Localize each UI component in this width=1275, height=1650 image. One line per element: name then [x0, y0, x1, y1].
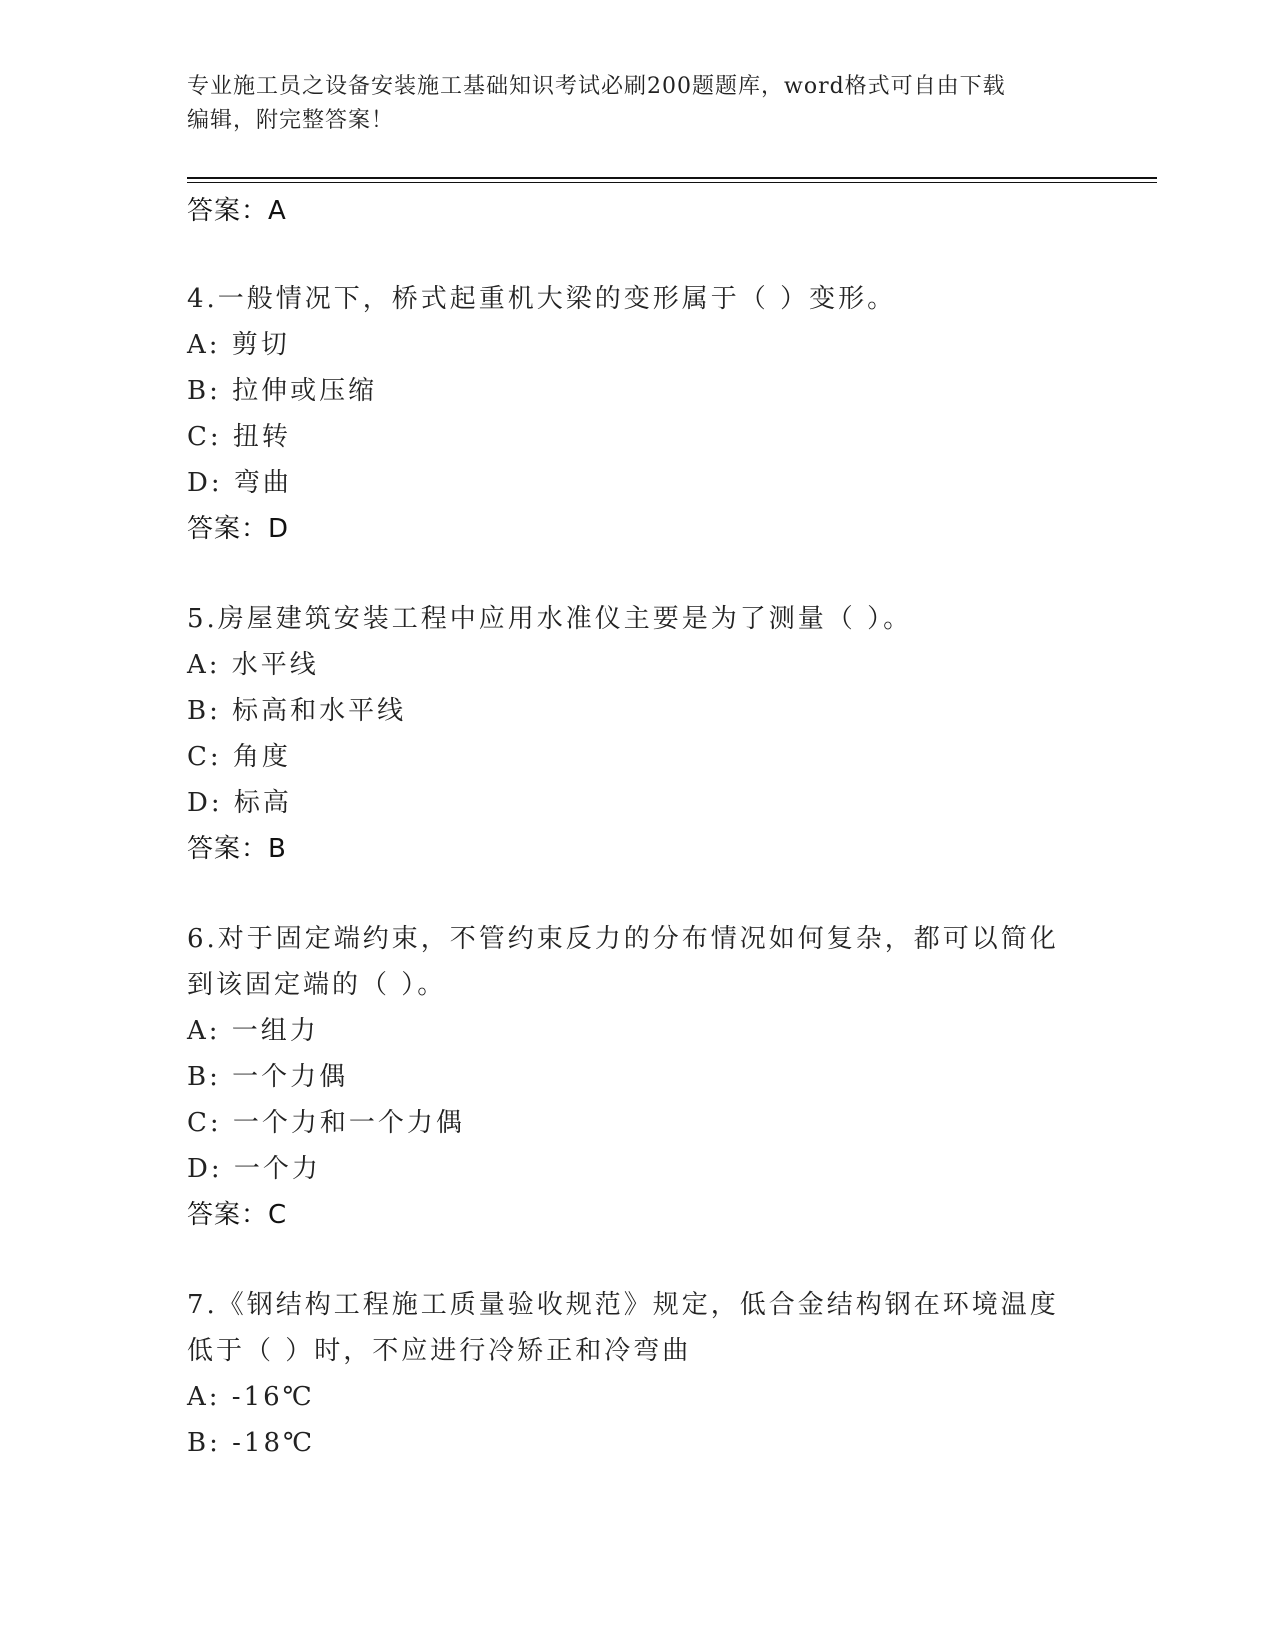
option-a: A: -16℃	[187, 1382, 315, 1412]
document-header	[187, 70, 1087, 138]
question-text: 4.一般情况下，桥式起重机大梁的变形属于（ ）变形。	[187, 284, 897, 314]
option-b: B: -18℃	[187, 1428, 316, 1458]
header-line-1: 专业施工员之设备安装施工基础知识考试必刷200题题库，word格式可自由下载	[187, 74, 1006, 99]
answer-q3: 答案：A	[187, 196, 287, 226]
document-body	[187, 188, 1087, 1510]
option-a: A: 一组力	[187, 1016, 319, 1046]
question-6	[187, 916, 1087, 1238]
question-7	[187, 1282, 1087, 1466]
option-b: B: 一个力偶	[187, 1062, 349, 1092]
option-d: D: 标高	[187, 788, 292, 818]
option-a: A: 水平线	[187, 650, 319, 680]
question-text-line-2: 到该固定端的（ ）。	[187, 970, 447, 1000]
option-b: B: 标高和水平线	[187, 696, 407, 726]
option-b: B: 拉伸或压缩	[187, 376, 378, 406]
header-line-2: 编辑，附完整答案！	[187, 108, 395, 133]
option-c: C: 扭转	[187, 422, 291, 452]
option-a: A: 剪切	[187, 330, 290, 360]
answer-q6: 答案：C	[187, 1200, 288, 1230]
option-d: D: 弯曲	[187, 468, 292, 498]
option-d: D: 一个力	[187, 1154, 321, 1184]
header-divider-thin	[187, 182, 1157, 183]
option-c: C: 角度	[187, 742, 291, 772]
question-text: 5.房屋建筑安装工程中应用水准仪主要是为了测量（ ）。	[187, 604, 913, 634]
question-text-line-2: 低于（ ）时，不应进行冷矫正和冷弯曲	[187, 1336, 692, 1366]
answer-q4: 答案：D	[187, 514, 290, 544]
question-text-line-1: 7.《钢结构工程施工质量验收规范》规定，低合金结构钢在环境温度	[187, 1290, 1059, 1320]
question-5	[187, 596, 1087, 872]
question-text-line-1: 6.对于固定端约束，不管约束反力的分布情况如何复杂，都可以简化	[187, 924, 1059, 954]
header-divider-thick	[187, 177, 1157, 179]
answer-q5: 答案：B	[187, 834, 287, 864]
question-4	[187, 276, 1087, 552]
option-c: C: 一个力和一个力偶	[187, 1108, 465, 1138]
